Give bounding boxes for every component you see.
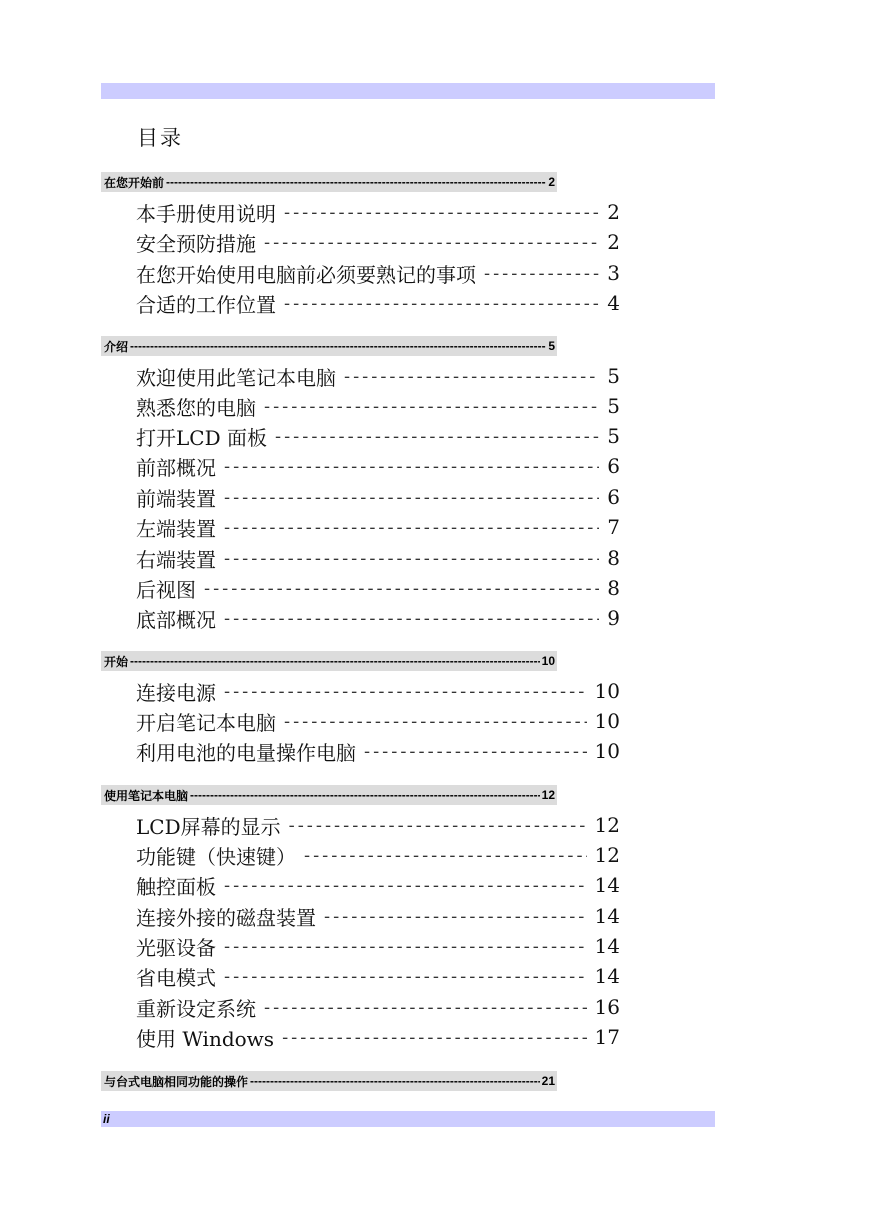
- leader-dots: [224, 608, 599, 629]
- entry-label: 欢迎使用此笔记本电脑: [136, 365, 336, 390]
- entry-page: 14: [594, 934, 620, 958]
- entry-page: 2: [607, 230, 620, 254]
- header-bar: [101, 83, 715, 99]
- toc-entry[interactable]: [136, 227, 620, 257]
- entry-page: 14: [594, 964, 620, 988]
- entry-label: 左端装置: [136, 516, 216, 541]
- entry-label: 安全预防措施: [136, 231, 256, 256]
- entry-label: 底部概况: [136, 607, 216, 632]
- toc-section-row[interactable]: [101, 336, 557, 356]
- leader-dots: [344, 366, 599, 387]
- section-page: 10: [541, 654, 555, 668]
- toc-section-row[interactable]: [101, 785, 557, 805]
- section-label: 使用笔记本电脑: [104, 788, 189, 803]
- entry-label: 打开LCD 面板: [136, 425, 267, 450]
- leader-dots: [264, 997, 587, 1018]
- toc-entry[interactable]: [136, 482, 620, 512]
- footer-bar: [101, 1111, 715, 1127]
- entry-label: 右端装置: [136, 547, 216, 572]
- entry-page: 5: [607, 394, 620, 418]
- leader-dots: [484, 263, 599, 284]
- toc-section-row[interactable]: [101, 1071, 557, 1091]
- toc-title: 目录: [137, 126, 183, 150]
- leader-dots: [224, 487, 599, 508]
- toc-entry[interactable]: [136, 258, 620, 288]
- section-label: 开始: [104, 654, 129, 669]
- section-label: 在您开始前: [104, 175, 165, 190]
- entry-label: 前端装置: [136, 486, 216, 511]
- entry-page: 2: [607, 200, 620, 224]
- leader-dots: [264, 232, 599, 253]
- leader-dots: [324, 906, 587, 927]
- entry-label: 触控面板: [136, 874, 216, 899]
- entry-label: 开启笔记本电脑: [136, 710, 276, 735]
- entry-page: 16: [594, 995, 620, 1019]
- leader-dots: [130, 339, 546, 353]
- toc-entry[interactable]: [136, 961, 620, 991]
- toc-entry[interactable]: [136, 197, 620, 227]
- leader-dots: [275, 426, 599, 447]
- entry-label: 合适的工作位置: [136, 292, 276, 317]
- entry-label: 重新设定系统: [136, 996, 256, 1021]
- toc-entry[interactable]: [136, 421, 620, 451]
- leader-dots: [284, 293, 599, 314]
- entry-page: 9: [607, 606, 620, 630]
- leader-dots: [264, 396, 599, 417]
- entry-page: 8: [607, 546, 620, 570]
- toc-entry[interactable]: [136, 573, 620, 603]
- entry-label: 在您开始使用电脑前必须要熟记的事项: [136, 262, 476, 287]
- leader-dots: [224, 966, 587, 987]
- leader-dots: [204, 578, 599, 599]
- entry-label: 利用电池的电量操作电脑: [136, 740, 356, 765]
- entry-page: 10: [594, 679, 620, 703]
- toc-entry[interactable]: [136, 512, 620, 542]
- entry-page: 7: [607, 515, 620, 539]
- leader-dots: [166, 175, 546, 189]
- entry-label: 使用 Windows: [136, 1026, 275, 1051]
- toc-entry[interactable]: [136, 1022, 620, 1052]
- section-page: 12: [541, 788, 555, 802]
- leader-dots: [224, 456, 599, 477]
- section-page: 21: [541, 1074, 555, 1088]
- section-label: 与台式电脑相同功能的操作: [104, 1074, 249, 1089]
- leader-dots: [250, 1074, 540, 1088]
- toc-entry[interactable]: [136, 288, 620, 318]
- page-number: ii: [103, 1112, 110, 1126]
- toc-entry[interactable]: [136, 451, 620, 481]
- entry-page: 6: [607, 485, 620, 509]
- leader-dots: [284, 711, 587, 732]
- leader-dots: [284, 202, 599, 223]
- leader-dots: [224, 681, 587, 702]
- toc-entry[interactable]: [136, 706, 620, 736]
- entry-label: 后视图: [136, 577, 196, 602]
- entry-label: LCD屏幕的显示: [136, 814, 281, 839]
- toc-entry[interactable]: [136, 901, 620, 931]
- entry-page: 4: [607, 291, 620, 315]
- leader-dots: [224, 936, 587, 957]
- entry-page: 6: [607, 454, 620, 478]
- toc-entry[interactable]: [136, 736, 620, 766]
- leader-dots: [364, 741, 587, 762]
- leader-dots: [224, 875, 587, 896]
- toc-section-row[interactable]: [101, 172, 557, 192]
- entry-page: 8: [607, 576, 620, 600]
- toc-entry[interactable]: [136, 543, 620, 573]
- entry-page: 10: [594, 709, 620, 733]
- toc-entry[interactable]: [136, 603, 620, 633]
- toc-entry[interactable]: [136, 931, 620, 961]
- section-page: 5: [548, 339, 555, 353]
- entry-page: 14: [594, 873, 620, 897]
- entry-page: 5: [607, 424, 620, 448]
- toc-section-row[interactable]: [101, 651, 557, 671]
- entry-page: 5: [607, 364, 620, 388]
- toc-entry[interactable]: [136, 810, 620, 840]
- entry-page: 12: [594, 843, 620, 867]
- entry-label: 连接外接的磁盘装置: [136, 905, 316, 930]
- leader-dots: [282, 1027, 586, 1048]
- entry-label: 光驱设备: [136, 935, 216, 960]
- entry-label: 熟悉您的电脑: [136, 395, 256, 420]
- entry-page: 3: [607, 261, 620, 285]
- leader-dots: [224, 548, 599, 569]
- section-page: 2: [548, 175, 555, 189]
- section-label: 介绍: [104, 339, 129, 354]
- leader-dots: [304, 845, 587, 866]
- entry-label: 功能键（快速键）: [136, 844, 296, 869]
- toc-entry[interactable]: [136, 391, 620, 421]
- toc-entry[interactable]: [136, 676, 620, 706]
- entry-label: 连接电源: [136, 680, 216, 705]
- entry-label: 前部概况: [136, 455, 216, 480]
- leader-dots: [130, 654, 540, 668]
- toc-entry[interactable]: [136, 992, 620, 1022]
- leader-dots: [190, 788, 540, 802]
- entry-page: 12: [594, 813, 620, 837]
- entry-page: 17: [594, 1025, 620, 1049]
- leader-dots: [289, 815, 587, 836]
- entry-label: 省电模式: [136, 965, 216, 990]
- toc-entry[interactable]: [136, 361, 620, 391]
- toc-entry[interactable]: [136, 870, 620, 900]
- entry-label: 本手册使用说明: [136, 201, 276, 226]
- leader-dots: [224, 517, 599, 538]
- entry-page: 14: [594, 904, 620, 928]
- toc-entry[interactable]: [136, 840, 620, 870]
- entry-page: 10: [594, 739, 620, 763]
